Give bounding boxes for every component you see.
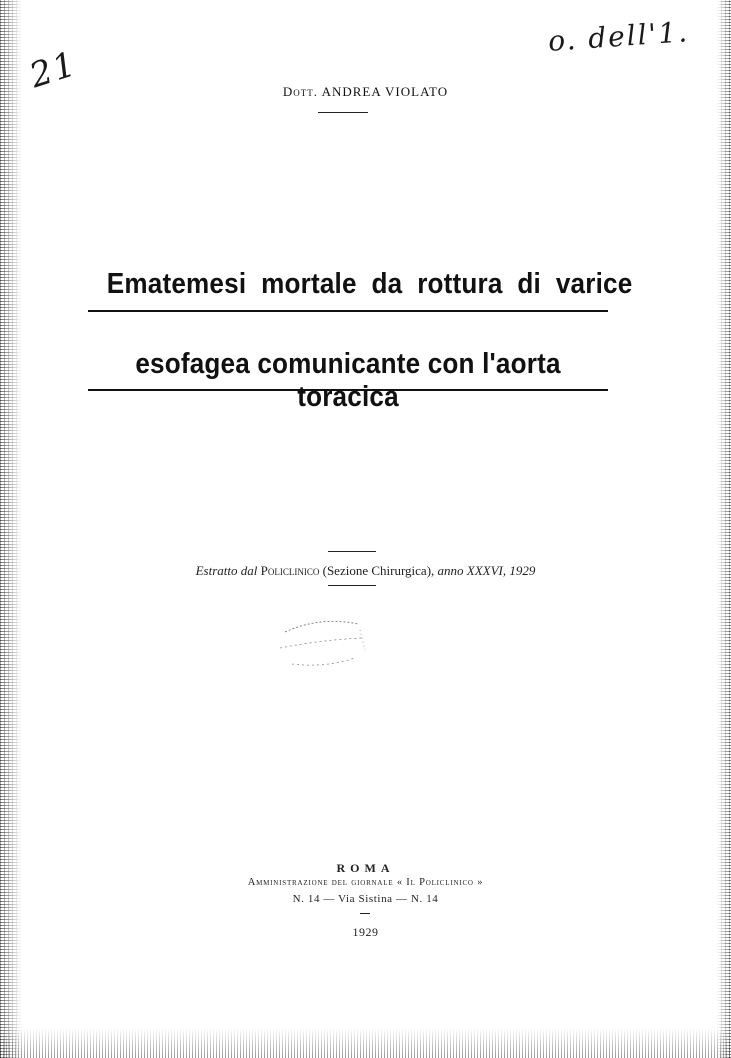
journal-name: Policlinico xyxy=(260,563,320,578)
anno-label: anno xyxy=(437,563,464,578)
scan-edge-bottom xyxy=(0,1028,731,1058)
handwritten-number: 21 xyxy=(24,43,83,97)
title-line-2: esofagea comunicante con l'aorta toracica xyxy=(135,348,561,413)
handwritten-shelfmark: o. dell'1. xyxy=(547,15,690,58)
volume-year: XXXVI, 1929 xyxy=(466,563,536,578)
title-rule-1 xyxy=(88,310,608,312)
author-line xyxy=(0,84,731,100)
author-title: Dott. xyxy=(282,84,319,99)
title-rule-2 xyxy=(88,389,608,391)
extract-rule-bottom xyxy=(328,585,376,586)
author-underline xyxy=(318,112,368,113)
library-stamp xyxy=(270,610,370,670)
journal-section: (Sezione Chirurgica), xyxy=(322,563,435,578)
imprint-divider xyxy=(360,913,370,914)
imprint-publisher: Amministrazione del giornale « Il Policlinico » xyxy=(247,877,484,888)
imprint-address: N. 14 — Via Sistina — N. 14 xyxy=(292,893,439,905)
extract-rule-top xyxy=(328,551,376,552)
imprint-year: 1929 xyxy=(352,925,379,939)
author-name: ANDREA VIOLATO xyxy=(321,84,449,99)
extract-line xyxy=(0,563,731,579)
title-line-1: Ematemesi mortale da rottura di varice xyxy=(106,268,633,300)
extract-prefix: Estratto dal xyxy=(195,563,258,578)
imprint-city: ROMA xyxy=(336,861,395,875)
